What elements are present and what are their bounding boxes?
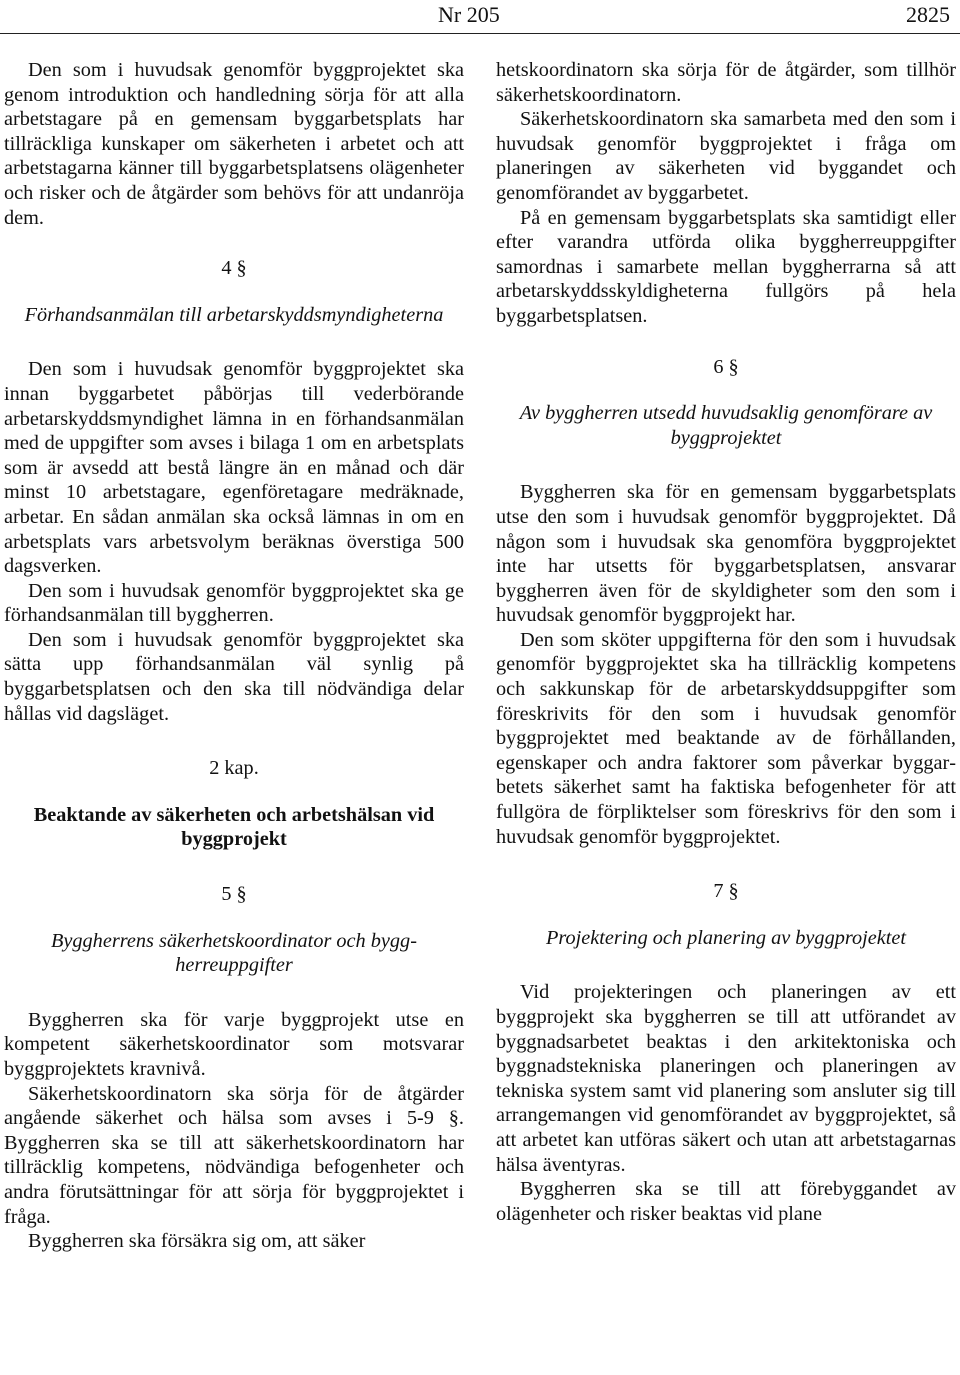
chapter-title: Beaktande av säkerheten och arbetshälsan vid byggprojekt: [33, 803, 435, 851]
journal-number: Nr 205: [438, 2, 500, 27]
section-title-4: Förhandsanmälan till arbetarskyddsmyndigheterna: [24, 303, 444, 326]
paragraph: Säkerhetskoordinatorn ska samarbeta med den som i huvudsak genomför byggprojektet i fråga om planeringen av säkerheten vid byggandet och genomförandet av byggarbetet.: [496, 108, 956, 204]
left-column: [4, 58, 464, 1254]
paragraph: Byggherren ska se till att förebyggandet av olägenheter och risker beaktas vid plane: [496, 1178, 956, 1225]
section-title-6: Av byggherren utsedd huvudsaklig genomförare av byggprojektet: [519, 402, 933, 449]
paragraph: Den som sköter uppgifterna för den som i huvudsak genomför byggprojektet ska ha tillräcklig kompetens och sakkunskap för de arbetarskyddsuppgifter som föreskrivits för den som i huvudsak genomför byggprojektet med beaktande av de förhållanden, egenskaper och andra faktorer som påverkar byggarbetets säkerhet samt ha faktiska befogenheter för att fullgöra de förpliktelser som föreskrivs för den som i huvudsak genomför byggprojektet.: [496, 628, 956, 848]
header-rule: [0, 33, 960, 34]
chapter-heading: 2 kap.: [209, 757, 259, 780]
section-heading-4: 4 §: [221, 257, 247, 280]
page-header: [0, 0, 960, 40]
paragraph: Byggherren ska för en gemensam byggarbetsplats utse den som i huvudsak genomför byggprojektet. Då någon som i huvudsak ska genomföra byggprojektet inte har utsetts för byggarbetsplatsen, ansvarar byggherren även för de skyldigheter som den som i huvudsak genomför byggprojekt har.: [496, 481, 956, 627]
paragraph: Den som i huvudsak genomför byggprojektet ska genom introduktion och handledning sörja för att alla arbetstagare på en gemensam byggarbetsplats har tillräckliga kunskaper om säkerheten i arbetet och att arbetstagarna känner till byggarbetsplatsens olägenheter och risker och de åtgärder som behövs för att undanröja dem.: [4, 59, 464, 229]
paragraph: Den som i huvudsak genomför byggprojektet ska ge förhandsanmälan till byggherren.: [4, 579, 464, 627]
paragraph: Den som i huvudsak genomför byggprojektet ska sätta upp förhandsanmälan väl synlig på byggarbetsplatsen och den ska till nödvändiga delar hållas vid dagsläget.: [4, 628, 464, 725]
paragraph: Byggherren ska för varje byggprojekt utse en kompetent säkerhetskoordinator som motsvarar byggprojektets kravnivå.: [4, 1008, 464, 1080]
section-title-7: Projektering och planering av byggprojektet: [545, 926, 907, 949]
right-column: [496, 58, 956, 1226]
paragraph: På en gemensam byggarbetsplats ska samtidigt eller efter varandra utförda olika byggherreuppgifter samordnas i samarbete mellan byggherrarna så att arbetarskyddsskyldigheterna fullgörs på hela byggarbetsplatsen.: [496, 206, 956, 327]
section-heading-7: 7 §: [713, 880, 739, 903]
page-number: 2825: [906, 2, 950, 27]
paragraph: Byggherren ska försäkra sig om, att säker: [28, 1230, 366, 1253]
paragraph: Säkerhetskoordinatorn ska sörja för de åtgärder angående säkerhet och hälsa som avses i 5-9 §. Byggherren ska se till att säkerhetskoordinatorn har tillräcklig kompetens, nödvändiga befogenheter och andra förutsättningar för att sörja för byggprojektet i fråga.: [4, 1082, 464, 1228]
section-heading-6: 6 §: [713, 355, 739, 378]
paragraph: hetskoordinatorn ska sörja för de åtgärder, som tillhör säkerhetskoordinatorn.: [496, 59, 956, 106]
paragraph: Den som i huvudsak genomför byggprojektet ska innan byggarbetet påbörjas till vederbörande arbetarskyddsmyndighet lämna in en förhandsanmälan med de uppgifter som avses i bilaga 1 om en arbetsplats som är avsedd att bestå längre än en månad och där minst 10 arbetstagare, egenföretagare medräknade, arbetar. En sådan anmälan ska också lämnas in om en arbetsplats vars arbetsvolym beräknas överstiga 500 dagsverken.: [4, 358, 464, 578]
section-title-5: Byggherrens säkerhetskoordinator och byggherreuppgifter: [51, 929, 417, 977]
section-heading-5: 5 §: [221, 883, 247, 906]
paragraph: Vid projekteringen och planeringen av ett byggprojekt ska byggherren se till att utförandet av byggnadsarbetet beaktas i den arkitektoniska och byggnadstekniska planeringen och planeringen av tekniska system samt vid planering som ansluter sig till arrangemangen vid genomförandet av byggprojektet, så att arbetet kan utföras säkert och utan att arbetstagarnas hälsa äventyras.: [496, 981, 956, 1176]
